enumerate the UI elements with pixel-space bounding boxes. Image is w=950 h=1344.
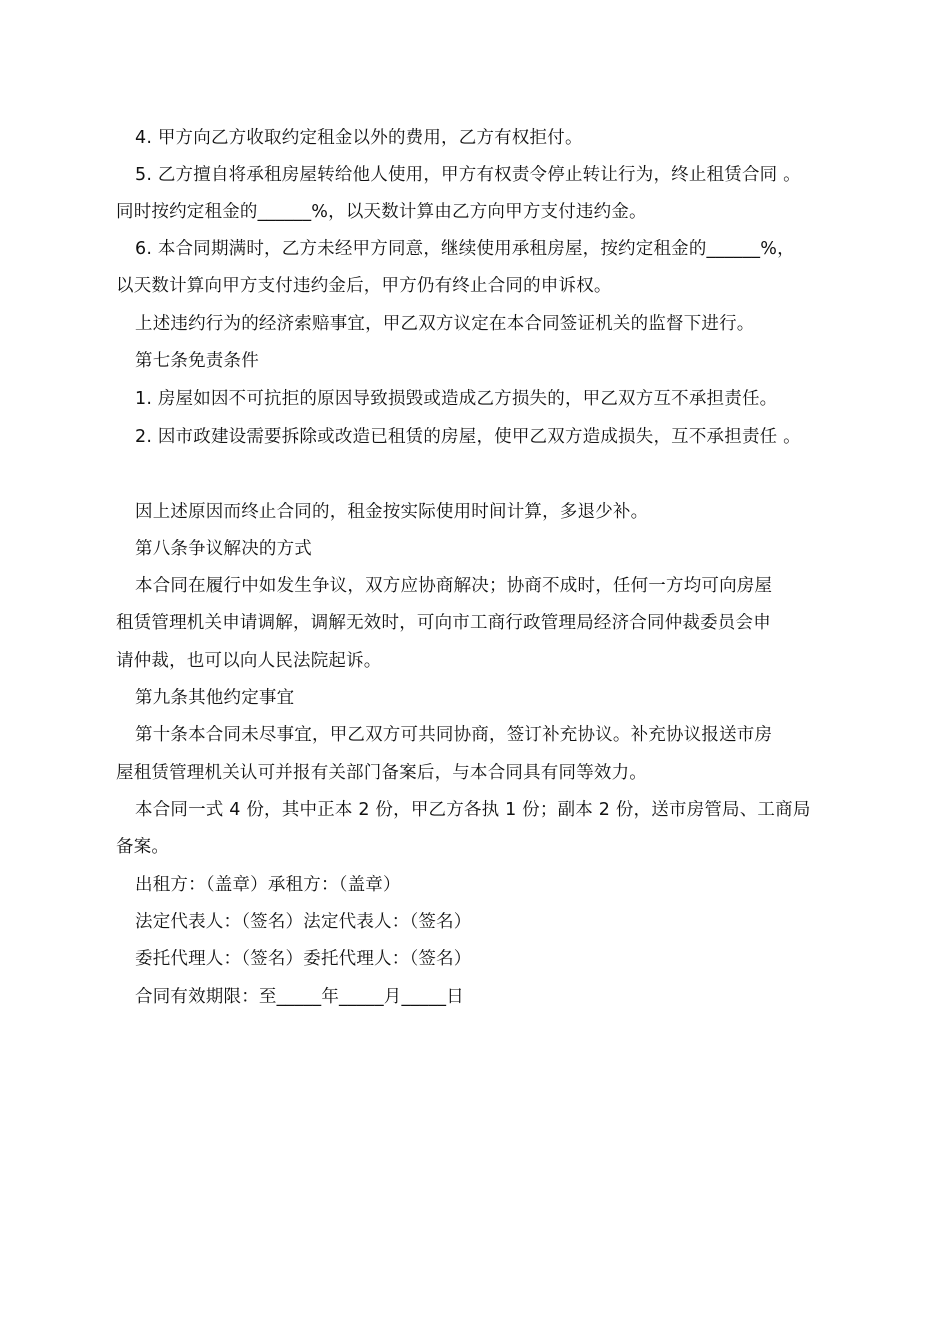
copies-line-1: 本合同一式 4 份，其中正本 2 份，甲乙方各执 1 份；副本 2 份，送市房管局、工商局 — [135, 800, 811, 820]
clause-8-body-line-3: 请仲裁，也可以向人民法院起诉。 — [116, 651, 382, 671]
contract-validity-period: 合同有效期限：至_____年_____月_____日 — [135, 987, 464, 1007]
clause-7-item-2: 2. 因市政建设需要拆除或改造已租赁的房屋，使甲乙双方造成损失，互不承担责任 。 — [135, 427, 801, 447]
signature-authorized-agents: 委托代理人：（签名）委托代理人：（签名） — [135, 949, 472, 969]
clause-6-item-5-line-1: 5. 乙方擅自将承租房屋转给他人使用，甲方有权责令停止转让行为，终止租赁合同 。 — [135, 165, 801, 185]
clause-6-summary: 上述违约行为的经济索赔事宜，甲乙双方议定在本合同签证机关的监督下进行。 — [135, 314, 755, 334]
clause-7-summary: 因上述原因而终止合同的，租金按实际使用时间计算，多退少补。 — [135, 502, 649, 522]
clause-9-heading: 第九条其他约定事宜 — [135, 688, 295, 708]
clause-8-heading: 第八条争议解决的方式 — [135, 539, 312, 559]
clause-7-item-1: 1. 房屋如因不可抗拒的原因导致损毁或造成乙方损失的，甲乙双方互不承担责任。 — [135, 389, 778, 409]
clause-10-line-2: 屋租赁管理机关认可并报有关部门备案后，与本合同具有同等效力。 — [116, 763, 647, 783]
clause-10-line-1: 第十条本合同未尽事宜，甲乙双方可共同协商，签订补充协议。补充协议报送市房 — [135, 725, 773, 745]
signature-lessor-lessee: 出租方：（盖章）承租方：（盖章） — [135, 875, 401, 895]
clause-7-heading: 第七条免责条件 — [135, 351, 259, 371]
clause-8-body-line-1: 本合同在履行中如发生争议，双方应协商解决；协商不成时，任何一方均可向房屋 — [135, 576, 773, 596]
clause-8-body-line-2: 租赁管理机关申请调解，调解无效时，可向市工商行政管理局经济合同仲裁委员会申 — [116, 613, 771, 633]
clause-6-item-6-line-2: 以天数计算向甲方支付违约金后，甲方仍有终止合同的申诉权。 — [116, 276, 612, 296]
copies-line-2: 备案。 — [116, 837, 170, 857]
clause-6-item-5-line-2: 同时按约定租金的______%，以天数计算由乙方向甲方支付违约金。 — [116, 202, 647, 222]
signature-legal-representatives: 法定代表人：（签名）法定代表人：（签名） — [135, 912, 472, 932]
clause-6-item-4: 4. 甲方向乙方收取约定租金以外的费用，乙方有权拒付。 — [135, 128, 583, 148]
clause-6-item-6-line-1: 6. 本合同期满时，乙方未经甲方同意，继续使用承租房屋，按约定租金的______%， — [135, 239, 795, 259]
